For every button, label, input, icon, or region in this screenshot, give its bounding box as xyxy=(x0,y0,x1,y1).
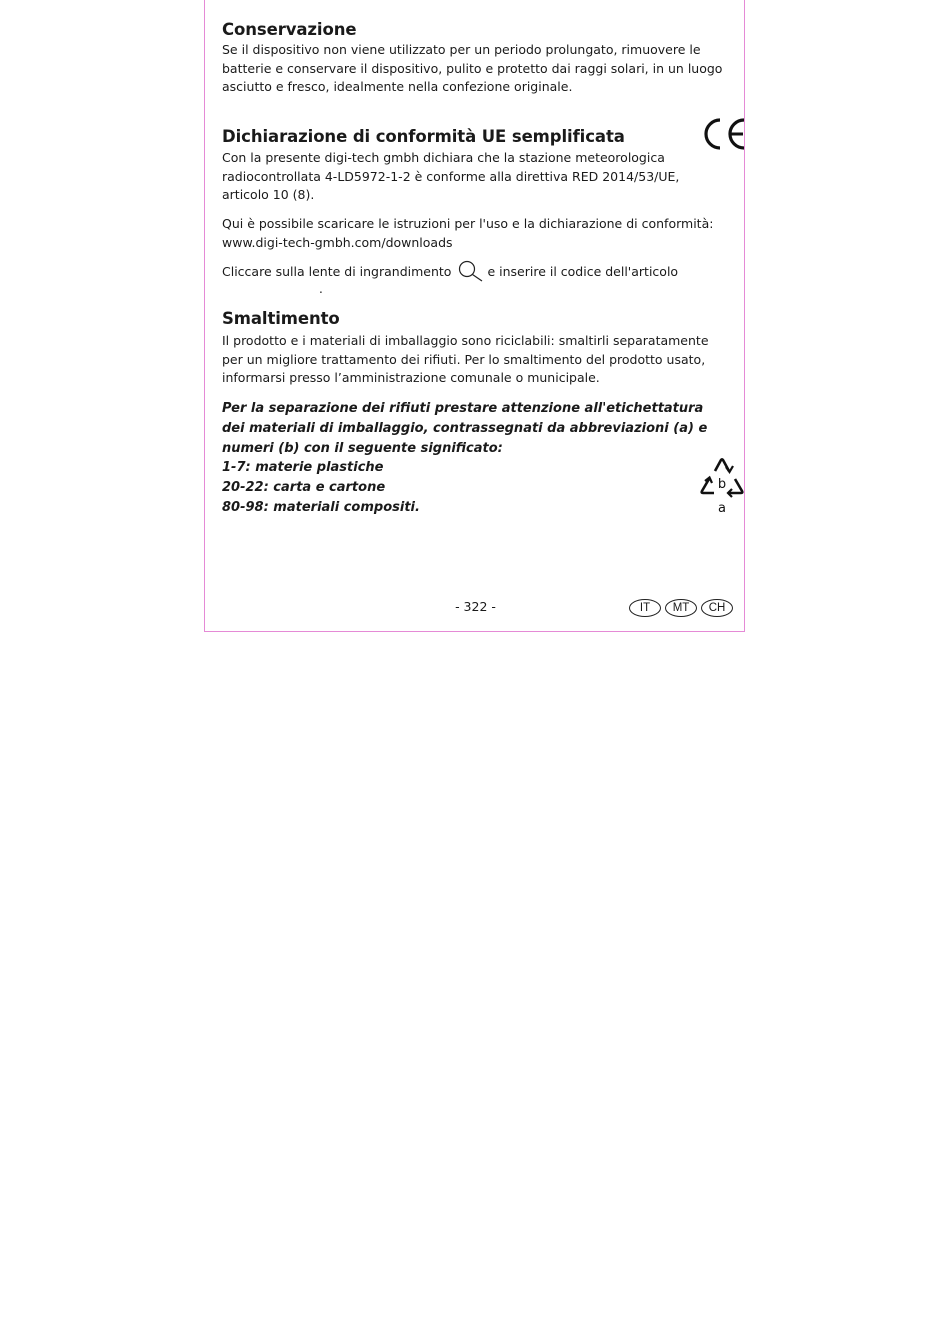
lens-text-before: Cliccare sulla lente di ingrandimento xyxy=(222,264,452,279)
country-badges xyxy=(629,599,733,617)
country-badge-mt: MT xyxy=(665,599,697,617)
magnifier-icon xyxy=(457,260,485,282)
recycle-abbreviation-label: a xyxy=(718,501,726,516)
section-body-dichiarazione: Con la presente digi-tech gmbh dichiara che la stazione meteorologica radiocontrollata 4-LD5972-1-2 è conforme alla direttiva RED 2014/53/UE, articolo 10 (8). xyxy=(222,150,680,203)
trailing-dot: . xyxy=(319,282,323,296)
section-body-conservazione: Se il dispositivo non viene utilizzato per un periodo prolungato, rimuovere le batterie e conservare il dispositivo, pulito e protetto dai raggi solari, in un luogo asciutto e fresco, idealmente nella confezione originale. xyxy=(222,42,723,95)
recycling-line: 20-22: carta e cartone xyxy=(222,480,386,496)
recycling-line: dei materiali di imballaggio, contrassegnati da abbreviazioni (a) e xyxy=(222,420,708,436)
recycle-number-label: b xyxy=(717,477,727,492)
recycling-notes xyxy=(222,399,730,518)
recycling-line: numeri (b) con il seguente significato: xyxy=(222,440,503,456)
recycle-icon xyxy=(696,457,748,517)
download-info: Qui è possibile scaricare le istruzioni per l'uso e la dichiarazione di conformità: www.digi-tech-gmbh.com/downloads xyxy=(222,216,714,250)
recycling-line: Per la separazione dei rifiuti prestare attenzione all'etichettatura xyxy=(222,401,704,416)
country-badge-ch: CH xyxy=(701,599,733,617)
section-title-smaltimento: Smaltimento xyxy=(222,309,340,328)
recycling-line: 80-98: materiali compositi. xyxy=(222,499,420,515)
section-title-dichiarazione: Dichiarazione di conformità UE semplificata xyxy=(222,127,625,146)
country-badge-it: IT xyxy=(629,599,661,617)
lens-instruction xyxy=(222,260,730,282)
ce-mark-icon xyxy=(699,116,747,152)
manual-page xyxy=(204,0,745,632)
lens-text-after: e inserire il codice dell'articolo xyxy=(487,264,679,279)
section-title-conservazione: Conservazione xyxy=(222,20,357,39)
page-number: - 322 - xyxy=(455,599,496,614)
recycling-line: 1-7: materie plastiche xyxy=(222,460,384,476)
section-body-smaltimento: Il prodotto e i materiali di imballaggio sono riciclabili: smaltirli separatamente per un migliore trattamento dei rifiuti. Per lo smaltimento del prodotto usato, informarsi presso l’amministrazione comunale o municipale. xyxy=(222,333,709,386)
